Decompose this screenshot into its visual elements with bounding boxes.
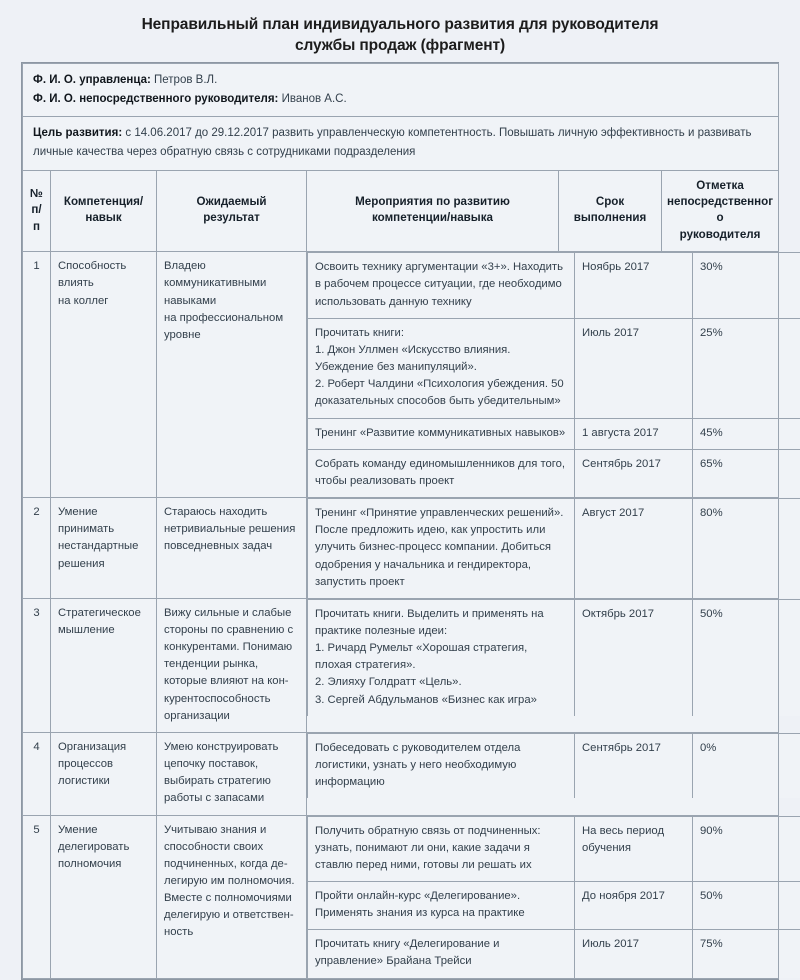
activity-term: Июль 2017 xyxy=(575,930,693,978)
activity-row xyxy=(308,816,800,881)
activity-row xyxy=(308,882,800,930)
text-line: подчиненных, когда де- xyxy=(164,856,299,873)
page-title-line1: Неправильный план индивидуального развития для руководителя xyxy=(142,16,659,33)
table-header-row xyxy=(23,170,779,252)
text-line: Вместе с полномочиями xyxy=(164,890,299,907)
header-num xyxy=(23,170,51,252)
activity-description xyxy=(308,882,575,930)
plan-table xyxy=(22,63,779,979)
page-title-line2: службы продаж (фрагмент) xyxy=(295,37,505,54)
row-expected-result xyxy=(157,498,307,599)
text-line: Умею конструировать xyxy=(164,739,299,756)
header-competence-line2: навык xyxy=(85,211,121,224)
supervisor-line xyxy=(33,90,768,109)
activity-supervisor-mark: 65% xyxy=(693,449,800,497)
activity-term: Сентябрь 2017 xyxy=(575,449,693,497)
table-row xyxy=(23,498,779,599)
plan-table-body xyxy=(23,64,779,979)
text-line: выбирать стратегию xyxy=(164,773,299,790)
activity-row xyxy=(308,599,800,715)
header-num-line1: № xyxy=(30,187,43,200)
row-activities-group xyxy=(307,498,779,599)
row-competence xyxy=(51,815,157,978)
text-line: повседневных задач xyxy=(164,538,299,555)
activity-description xyxy=(308,599,575,715)
text-line: стороны по сравнению с xyxy=(164,622,299,639)
table-row xyxy=(23,732,779,815)
row-expected-result xyxy=(157,252,307,498)
activity-description xyxy=(308,499,575,598)
text-line: 2. Роберт Чалдини «Психология убеждения. 50 доказательных способов быть убедительным» xyxy=(315,376,567,410)
activity-description xyxy=(308,733,575,798)
text-line: делегирую и ответствен- xyxy=(164,907,299,924)
activity-term: 1 августа 2017 xyxy=(575,418,693,449)
supervisor-value: Иванов А.С. xyxy=(282,93,347,105)
activities-table xyxy=(307,252,800,497)
text-line: Пройти онлайн-курс «Делегирование». Применять знания из курса на практике xyxy=(315,888,567,922)
header-term-line1: Срок xyxy=(596,195,624,208)
text-line: делегировать xyxy=(58,839,149,856)
activity-supervisor-mark: 30% xyxy=(693,253,800,318)
activity-supervisor-mark: 90% xyxy=(693,816,800,881)
text-line: курентоспособность xyxy=(164,691,299,708)
text-line: Вижу сильные и слабые xyxy=(164,605,299,622)
text-line: принимать xyxy=(58,521,149,538)
header-result-line2: результат xyxy=(203,211,260,224)
text-line: Освоить технику аргументации «3+». Находить в рабочем процессе ситуации, где необходимо использовать данную технику xyxy=(315,259,567,310)
text-line: ность xyxy=(164,924,299,941)
manager-line xyxy=(33,71,768,90)
activity-term: Август 2017 xyxy=(575,499,693,598)
meta-row-goal xyxy=(23,117,779,170)
table-row xyxy=(23,815,779,978)
activity-term: Ноябрь 2017 xyxy=(575,253,693,318)
activity-term: Октябрь 2017 xyxy=(575,599,693,715)
text-line: легирую им полномочия. xyxy=(164,873,299,890)
text-line: процессов xyxy=(58,756,149,773)
activity-row xyxy=(308,418,800,449)
text-line: мышление xyxy=(58,622,149,639)
activity-supervisor-mark: 45% xyxy=(693,418,800,449)
text-line: Прочитать книги: xyxy=(315,325,567,342)
row-number: 1 xyxy=(23,252,51,498)
activity-supervisor-mark: 75% xyxy=(693,930,800,978)
text-line: Способность xyxy=(58,258,149,275)
text-line: работы с запасами xyxy=(164,790,299,807)
table-row xyxy=(23,598,779,732)
activity-supervisor-mark: 50% xyxy=(693,882,800,930)
activity-row xyxy=(308,449,800,497)
text-line: Прочитать книги. Выделить и применять на практике полезные идеи: xyxy=(315,606,567,640)
header-actions-line2: компетенции/навыка xyxy=(372,211,493,224)
manager-label: Ф. И. О. управленца: xyxy=(33,74,151,86)
text-line: 3. Сергей Абдульманов «Бизнес как игра» xyxy=(315,692,567,709)
activities-table xyxy=(307,816,800,978)
row-competence xyxy=(51,252,157,498)
text-line: влиять xyxy=(58,275,149,292)
text-line: коммуникативными xyxy=(164,275,299,292)
text-line: Учитываю знания и xyxy=(164,822,299,839)
activity-term: Сентябрь 2017 xyxy=(575,733,693,798)
activities-table xyxy=(307,599,800,716)
table-row xyxy=(23,252,779,498)
activity-supervisor-mark: 50% xyxy=(693,599,800,715)
page-title xyxy=(0,0,800,57)
text-line: тенденции рынка, xyxy=(164,656,299,673)
text-line: Умение xyxy=(58,822,149,839)
row-activities-group xyxy=(307,815,779,978)
text-line: 2. Элияху Голдратт «Цель». xyxy=(315,674,567,691)
text-line: Стратегическое xyxy=(58,605,149,622)
text-line: Умение xyxy=(58,504,149,521)
activity-term: До ноября 2017 xyxy=(575,882,693,930)
row-number: 4 xyxy=(23,732,51,815)
text-line: Тренинг «Развитие коммуникативных навыков» xyxy=(315,425,567,442)
activity-row xyxy=(308,318,800,418)
activities-table xyxy=(307,498,800,598)
row-competence xyxy=(51,732,157,815)
supervisor-label: Ф. И. О. непосредственного руководителя: xyxy=(33,93,278,105)
header-num-line2: п/п xyxy=(31,203,41,232)
text-line: Тренинг «Принятие управленческих решений». После предложить идею, как упростить или улучить бизнес-процесс компании. Добиться одобрения у начальника и гендиректора, запустить проект xyxy=(315,505,567,591)
header-mark-line2: непосредственного xyxy=(667,195,773,224)
text-line: 1. Ричард Румельт «Хорошая стратегия, плохая стратегия». xyxy=(315,640,567,674)
text-line: цепочку поставок, xyxy=(164,756,299,773)
text-line: Организация xyxy=(58,739,149,756)
text-line: Стараюсь находить xyxy=(164,504,299,521)
meta-row-names xyxy=(23,64,779,117)
row-expected-result xyxy=(157,815,307,978)
row-competence xyxy=(51,598,157,732)
activity-description xyxy=(308,449,575,497)
activity-supervisor-mark: 80% xyxy=(693,499,800,598)
meta-names-cell xyxy=(23,64,779,117)
row-number: 2 xyxy=(23,498,51,599)
goal-label: Цель развития: xyxy=(33,127,122,139)
text-line: логистики xyxy=(58,773,149,790)
row-expected-result xyxy=(157,598,307,732)
text-line: которые влияют на кон- xyxy=(164,673,299,690)
text-line: Собрать команду единомышленников для того, чтобы реализовать проект xyxy=(315,456,567,490)
activity-supervisor-mark: 25% xyxy=(693,318,800,418)
row-number: 5 xyxy=(23,815,51,978)
row-activities-group xyxy=(307,732,779,815)
header-term xyxy=(559,170,662,252)
text-line: конкурентами. Понимаю xyxy=(164,639,299,656)
goal-value: с 14.06.2017 до 29.12.2017 развить управленческую компетентность. Повышать личную эффективность и развивать личные качества через обратную связь с сотрудниками подразделения xyxy=(33,127,751,158)
text-line: Владею xyxy=(164,258,299,275)
text-line: навыками xyxy=(164,293,299,310)
header-mark-line1: Отметка xyxy=(696,179,744,192)
header-activities xyxy=(307,170,559,252)
header-actions-line1: Мероприятия по развитию xyxy=(355,195,510,208)
activity-description xyxy=(308,930,575,978)
activity-description xyxy=(308,816,575,881)
header-expected-result xyxy=(157,170,307,252)
row-competence xyxy=(51,498,157,599)
header-result-line1: Ожидаемый xyxy=(196,195,266,208)
activity-description xyxy=(308,318,575,418)
activity-row xyxy=(308,930,800,978)
text-line: Получить обратную связь от подчиненных: узнать, понимают ли они, какие задачи я ставлю перед ними, готовы ли решать их xyxy=(315,823,567,874)
row-number: 3 xyxy=(23,598,51,732)
text-line: решения xyxy=(58,556,149,573)
activity-description xyxy=(308,418,575,449)
header-mark-line3: руководителя xyxy=(680,228,761,241)
activity-term: Июль 2017 xyxy=(575,318,693,418)
manager-value: Петров В.Л. xyxy=(154,74,217,86)
header-competence xyxy=(51,170,157,252)
row-activities-group xyxy=(307,598,779,732)
text-line: способности своих xyxy=(164,839,299,856)
plan-table-container xyxy=(21,62,779,980)
activity-supervisor-mark: 0% xyxy=(693,733,800,798)
row-activities-group xyxy=(307,252,779,498)
text-line: нетривиальные решения xyxy=(164,521,299,538)
text-line: на коллег xyxy=(58,293,149,310)
text-line: нестандартные xyxy=(58,538,149,555)
activities-table xyxy=(307,733,800,798)
text-line: 1. Джон Уллмен «Искусство влияния. Убеждение без манипуляций». xyxy=(315,342,567,376)
text-line: полномочия xyxy=(58,856,149,873)
activity-row xyxy=(308,733,800,798)
text-line: Прочитать книгу «Делегирование и управление» Брайана Трейси xyxy=(315,936,567,970)
row-expected-result xyxy=(157,732,307,815)
text-line: Побеседовать с руководителем отдела логистики, узнать у него необходимую информацию xyxy=(315,740,567,791)
header-supervisor-mark xyxy=(662,170,779,252)
goal-cell xyxy=(23,117,779,170)
text-line: на профессиональном xyxy=(164,310,299,327)
header-term-line2: выполнения xyxy=(574,211,647,224)
activity-row xyxy=(308,253,800,318)
activity-term: На весь период обучения xyxy=(575,816,693,881)
text-line: организации xyxy=(164,708,299,725)
header-competence-line1: Компетенция/ xyxy=(64,195,143,208)
activity-description xyxy=(308,253,575,318)
activity-row xyxy=(308,499,800,598)
text-line: уровне xyxy=(164,327,299,344)
